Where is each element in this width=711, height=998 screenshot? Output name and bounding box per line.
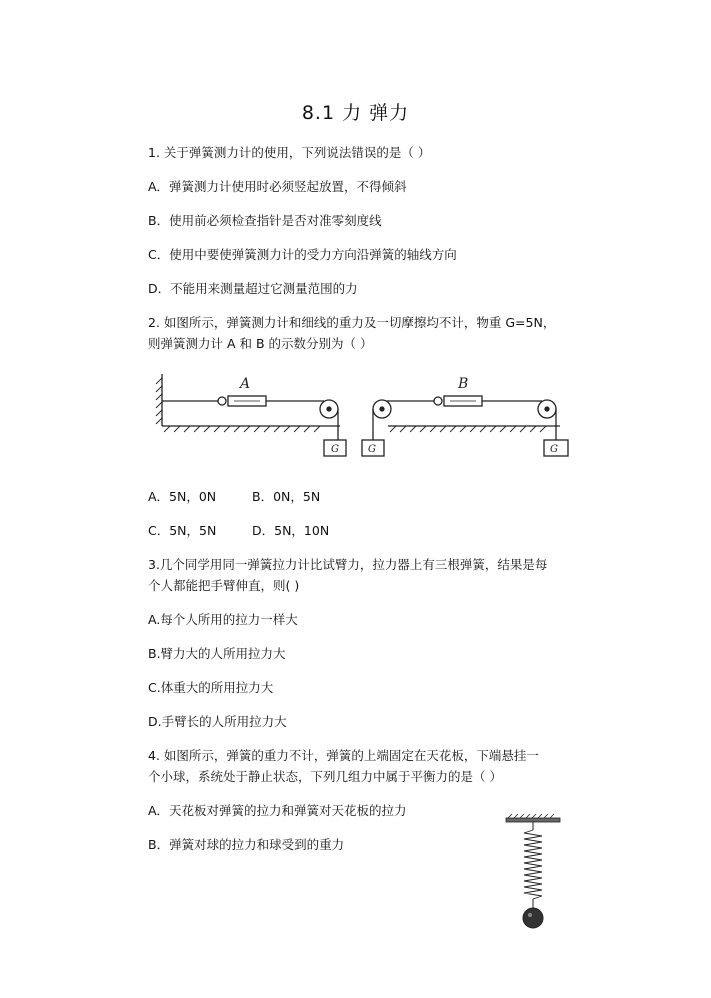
ceiling	[506, 818, 560, 822]
label-g-left: G	[331, 444, 339, 455]
hanging-spring-figure	[500, 808, 570, 938]
ball	[523, 908, 543, 928]
q1-stem: 1. 关于弹簧测力计的使用，下列说法错误的是（ ）	[148, 145, 431, 160]
q2-option-c: C．5N，5N	[148, 523, 217, 538]
q4-option-a: A．天花板对弹簧的拉力和弹簧对天花板的拉力	[148, 803, 407, 818]
q3-option-b: B.臂力大的人所用拉力大	[148, 646, 286, 661]
q3-stem-line2: 个人都能把手臂伸直，则( )	[148, 578, 300, 593]
page-title: 8.1 力 弹力	[301, 102, 410, 124]
q2-stem-line2: 则弹簧测力计 A 和 B 的示数分别为（ ）	[148, 336, 373, 351]
q1-option-a: A．弹簧测力计使用时必须竖起放置，不得倾斜	[148, 179, 407, 194]
left-table-hatch	[164, 426, 320, 432]
q3-stem-line1: 3.几个同学用同一弹簧拉力计比试臂力，拉力器上有三根弹簧，结果是每	[148, 557, 548, 572]
q4-option-b: B．弹簧对球的拉力和球受到的重力	[148, 837, 345, 852]
q1-option-d: D．不能用来测量超过它测量范围的力	[148, 281, 358, 296]
spring-scale-figure	[150, 368, 590, 468]
label-a: A	[240, 376, 251, 392]
spring-coil	[524, 830, 542, 899]
q1-option-b: B．使用前必须检查指针是否对准零刻度线	[148, 213, 382, 228]
q3-option-c: C.体重大的所用拉力大	[148, 680, 274, 695]
label-g-right-1: G	[368, 444, 376, 455]
q2-option-d: D．5N，10N	[252, 523, 330, 538]
q1-option-c: C．使用中要使弹簧测力计的受力方向沿弹簧的轴线方向	[148, 247, 457, 262]
right-hook-ring	[434, 397, 442, 405]
q2-option-b: B．0N，5N	[252, 489, 321, 504]
ceiling-hatch	[508, 814, 554, 818]
q3-option-a: A.每个人所用的拉力一样大	[148, 612, 298, 627]
label-b: B	[458, 376, 469, 392]
right-table-hatch	[390, 426, 546, 432]
q4-stem-line1: 4. 如图所示，弹簧的重力不计，弹簧的上端固定在天花板，下端悬挂一	[148, 748, 539, 763]
left-hook-ring	[218, 397, 226, 405]
q3-option-d: D.手臂长的人所用拉力大	[148, 714, 287, 729]
left-wall-hatch	[156, 378, 162, 424]
label-g-right-2: G	[550, 444, 558, 455]
q2-option-a: A．5N，0N	[148, 489, 217, 504]
q2-stem-line1: 2. 如图所示，弹簧测力计和细线的重力及一切摩擦均不计，物重 G=5N，	[148, 315, 556, 330]
q4-stem-line2: 个小球，系统处于静止状态，下列几组力中属于平衡力的是（ ）	[148, 769, 502, 784]
